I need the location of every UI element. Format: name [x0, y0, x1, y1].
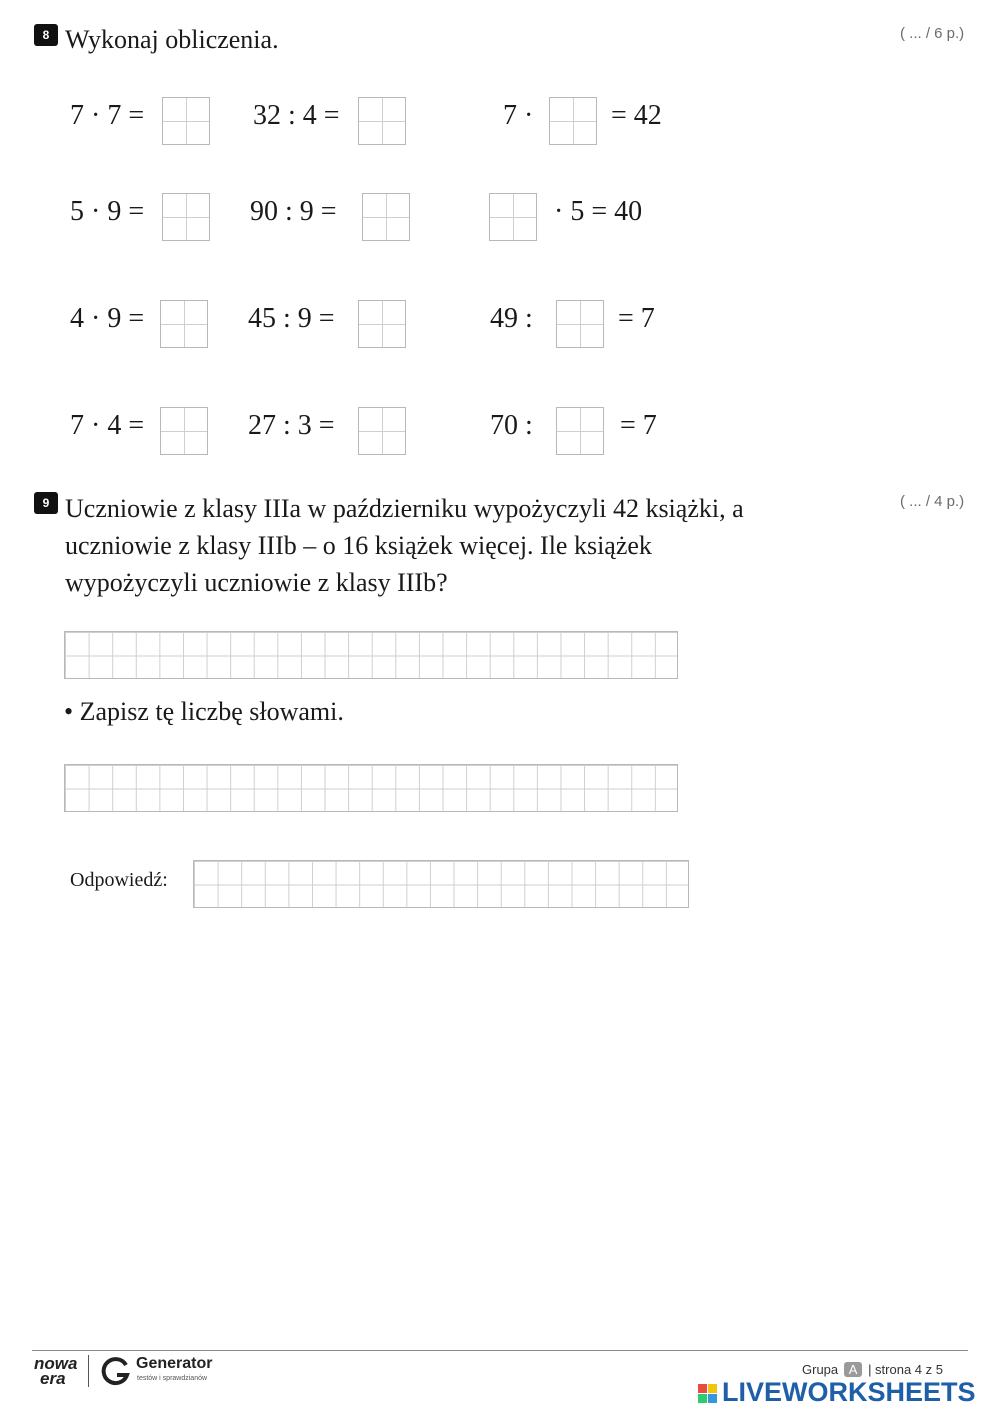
answer-label: Odpowiedź: [70, 869, 168, 891]
answer-box-32div4[interactable] [358, 97, 406, 145]
task-8-number-badge: 8 [34, 24, 58, 46]
answer-box-70div-blank[interactable] [556, 407, 604, 455]
publisher-logo [34, 1356, 77, 1386]
footer-logo-separator [88, 1355, 89, 1387]
task-8-title: Wykonaj obliczenia. [65, 25, 279, 54]
answer-box-45div9[interactable] [358, 300, 406, 348]
generator-g-icon [100, 1356, 132, 1388]
answer-box-90div9[interactable] [362, 193, 410, 241]
expr-32div4: 32 : 4 = [253, 100, 340, 131]
publisher-logo-line2: era [40, 1369, 66, 1388]
task-9-instruction: • Zapisz tę liczbę słowami. [64, 697, 344, 726]
generator-title: Generator [136, 1355, 213, 1372]
task-9-number-badge: 9 [34, 492, 58, 514]
expr-x5-eq-40: · 5 = 40 [554, 196, 643, 227]
final-answer-grid[interactable] [193, 860, 689, 908]
expr-7x-blank: 7 · [503, 100, 534, 131]
expr-eq-7-a: = 7 [618, 303, 655, 334]
expr-90div9: 90 : 9 = [250, 196, 337, 227]
expr-70div-blank: 70 : [490, 410, 533, 441]
publisher-logo-line1: nowa [34, 1354, 78, 1373]
page-number: | strona 4 z 5 [868, 1362, 943, 1377]
expr-7x7: 7 · 7 = [70, 100, 145, 131]
liveworksheets-mark-icon [698, 1384, 718, 1404]
answer-box-7x7[interactable] [162, 97, 210, 145]
expr-27div3: 27 : 3 = [248, 410, 335, 441]
group-label: Grupa [802, 1362, 839, 1377]
liveworksheets-watermark: LIVEWORKSHEETS [722, 1377, 976, 1407]
task-9-word-problem: Uczniowie z klasy IIIa w październiku wypożyczyli 42 książki, a uczniowie z klasy IIIb – o 16 książek więcej. Ile książek wypożyczyli uczniowie z klasy IIIb? [65, 494, 744, 597]
group-badge: A [844, 1362, 863, 1377]
generator-subtitle: testów i sprawdzianów [137, 1375, 208, 1382]
page-info [802, 1362, 943, 1377]
expr-eq-42: = 42 [611, 100, 662, 131]
expr-45div9: 45 : 9 = [248, 303, 335, 334]
expr-5x9: 5 · 9 = [70, 196, 145, 227]
calculation-grid[interactable] [64, 631, 678, 679]
answer-box-blank-x5[interactable] [489, 193, 537, 241]
task-9-points: ( ... / 4 p.) [900, 493, 965, 510]
answer-box-7x-blank[interactable] [549, 97, 597, 145]
answer-box-27div3[interactable] [358, 407, 406, 455]
task-8-points: ( ... / 6 p.) [900, 25, 965, 42]
expr-49div-blank: 49 : [490, 303, 533, 334]
expr-7x4: 7 · 4 = [70, 410, 145, 441]
answer-box-4x9[interactable] [160, 300, 208, 348]
answer-box-5x9[interactable] [162, 193, 210, 241]
answer-box-49div-blank[interactable] [556, 300, 604, 348]
answer-box-7x4[interactable] [160, 407, 208, 455]
footer-divider [32, 1350, 968, 1351]
expr-eq-7-b: = 7 [620, 410, 657, 441]
expr-4x9: 4 · 9 = [70, 303, 145, 334]
words-answer-grid[interactable] [64, 764, 678, 812]
